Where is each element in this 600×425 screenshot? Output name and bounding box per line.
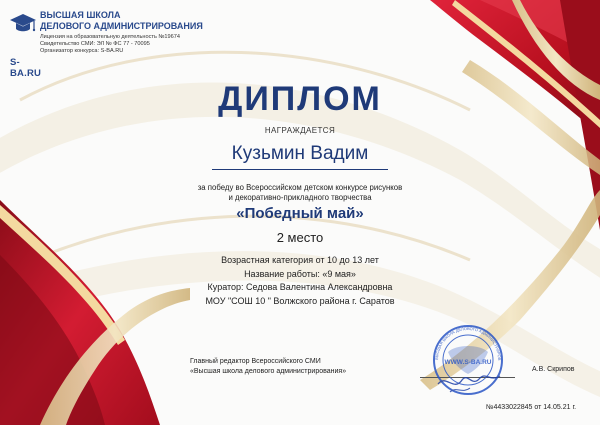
school-name: МОУ "СОШ 10 " Волжского района г. Саратов [205, 295, 395, 306]
organizer-text: Организатор конкурса: S-BA.RU [40, 48, 124, 54]
recipient-name: Кузьмин Вадим [231, 143, 369, 164]
editor-caption [190, 357, 346, 377]
diploma-title: ДИПЛОМ [218, 80, 382, 118]
signature-scribble [438, 376, 500, 384]
official-seal-stamp [428, 322, 512, 402]
media-certificate-text: Свидетельство СМИ: ЭЛ № ФС 77 - 70095 [40, 41, 150, 47]
seal-ring-text: ВЫСШАЯ ШКОЛА ДЕЛОВОГО АДМИНИСТРИРОВ [433, 325, 503, 361]
age-category: Возрастная категория от 10 до 13 лет [221, 255, 379, 265]
license-text: Лицензия на образовательную деятельность №19674 [40, 34, 180, 40]
editor-caption-line1: Главный редактор Всероссийского СМИ [190, 358, 321, 365]
recipient-underline [212, 169, 388, 170]
organization-site: S-BA.RU [10, 57, 42, 79]
participant-details [150, 254, 450, 308]
place-result: 2 место [276, 230, 324, 245]
graduation-cap-icon [10, 12, 36, 34]
organization-name-line1: ВЫСШАЯ ШКОЛА [40, 10, 121, 20]
diploma-number: №4433022845 от 14.05.21 г. [486, 404, 577, 411]
award-reason [150, 183, 450, 203]
awarded-label: НАГРАЖДАЕТСЯ [264, 126, 336, 135]
work-title: Название работы: «9 мая» [244, 268, 356, 279]
contest-name: «Победный май» [236, 205, 364, 222]
award-reason-line1: за победу во Всероссийском детском конкурсе рисунков [197, 183, 403, 192]
award-reason-line2: и декоративно-прикладного творчества [228, 193, 372, 202]
organization-name [40, 10, 240, 31]
organization-credentials [40, 34, 250, 55]
seal-center-text: WWW.S-BA.RU [444, 359, 492, 366]
organization-name-line2: ДЕЛОВОГО АДМИНИСТРИРОВАНИЯ [40, 20, 203, 31]
signer-name: А.В. Скрипов [532, 366, 575, 373]
curator-name: Куратор: Седова Валентина Александровна [207, 282, 393, 293]
editor-caption-line2: «Высшая школа делового администрирования» [190, 368, 347, 375]
